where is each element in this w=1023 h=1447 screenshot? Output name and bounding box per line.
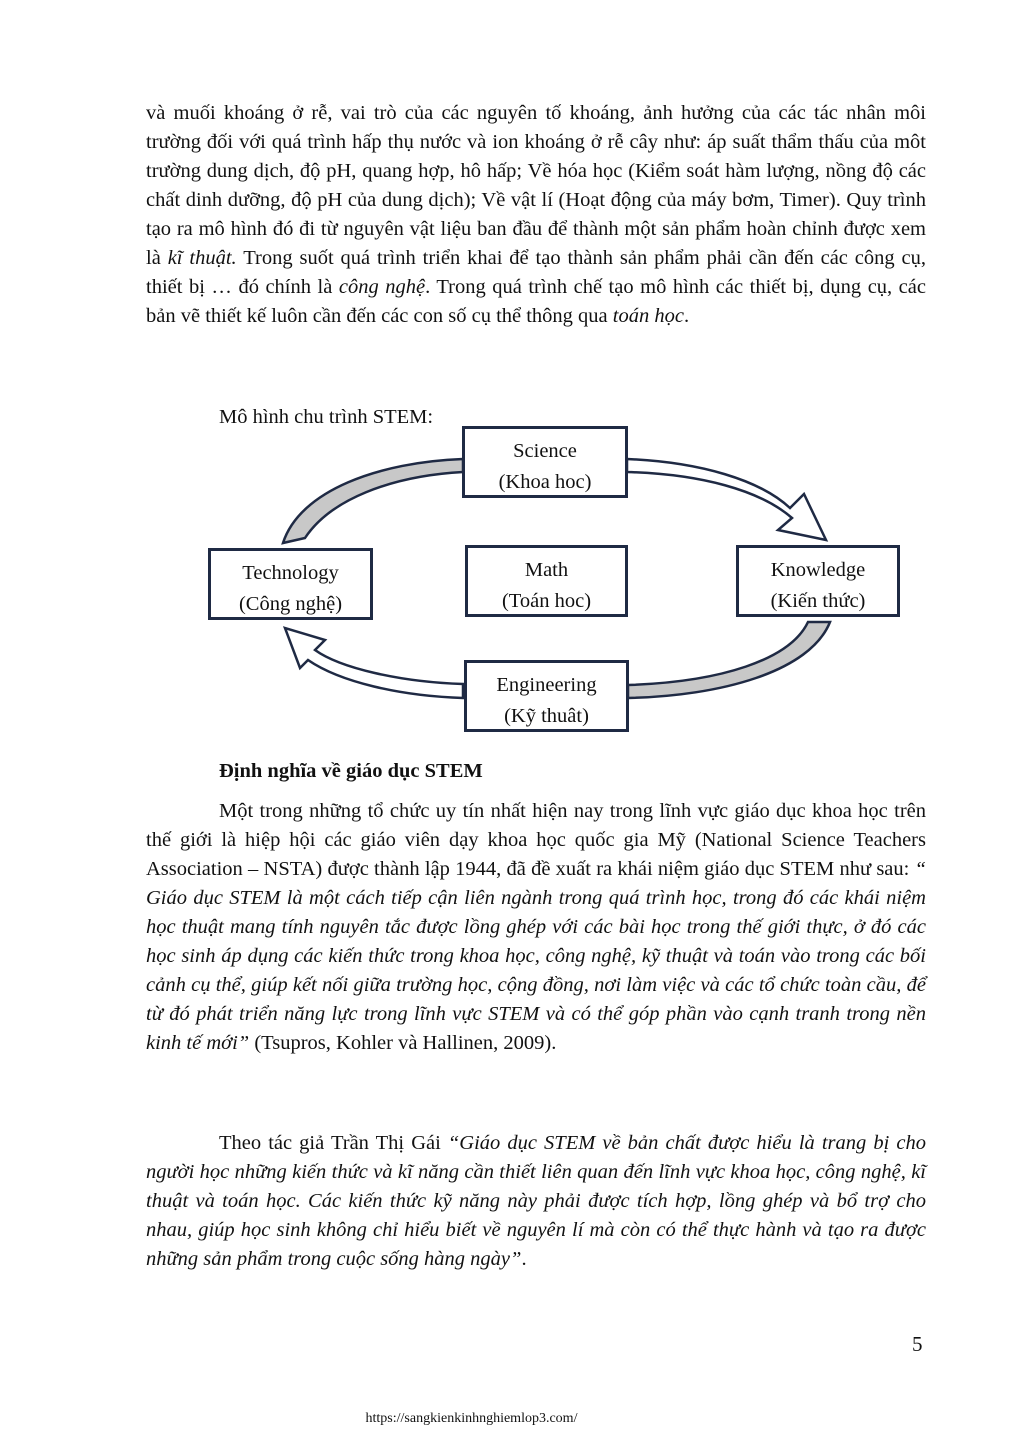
- paragraph-intro-text-2: Trong suốt quá trình triển khai để tạo thành sản phẩm phải cần đến các công cụ, thiết bị … đó chính là: [146, 247, 927, 298]
- paragraph-intro-text-4: .: [683, 305, 690, 327]
- paragraph-intro-text-3: . Trong quá trình chế tạo mô hình các thiết bị, dụng cụ, các bản vẽ thiết kế luôn cần đến các con số cụ thể thông qua: [146, 276, 926, 327]
- science-label: Science: [513, 440, 577, 462]
- knowledge-box: [736, 545, 900, 617]
- technology-box: [208, 548, 373, 620]
- arrow-knowledge-to-engineering: [628, 622, 830, 698]
- nsta-citation: (Tsupros, Kohler và Hallinen, 2009).: [249, 1032, 557, 1054]
- footer-url: https://sangkienkinhnghiemlop3.com/: [365, 1411, 578, 1426]
- paragraph-author-end: .: [521, 1248, 527, 1270]
- author-quote: “Giáo dục STEM về bản chất được hiểu là trang bị cho người học những kiến thức và kĩ năng cần thiết liên quan đến lĩnh vực khoa học, công nghệ, kĩ thuật và toán học. Các kiến thức kỹ năng này phải được tích hợp, lồng ghép và bổ trợ cho nhau, giúp học sinh không chỉ hiểu biết về nguyên lí mà còn có thể thực hành và tạo ra được những sản phẩm trong cuộc sống hàng ngày”: [146, 1132, 926, 1270]
- science-label-vi: (Khoa hoc): [498, 471, 592, 493]
- term-ki-thuat: kĩ thuật.: [167, 247, 237, 269]
- knowledge-label: Knowledge: [770, 559, 866, 581]
- paragraph-intro-text: và muối khoáng ở rễ, vai trò của các nguyên tố khoáng, ảnh hưởng của các tác nhân môi trường đối với quá trình hấp thụ nước và ion khoáng ở rễ cây như: áp suất thẩm thấu của môt trường dung dịch, độ pH, quang hợp, hô hấp; Về hóa học (Kiểm soát hàm lượng, nồng độ các chất dinh dưỡng, độ pH của dung dịch); Về vật lí (Hoạt động của máy bơm, Timer). Quy trình tạo ra mô hình đó đi từ nguyên vật liệu ban đầu để thành một sản phẩm hoàn chỉnh được xem là: [146, 102, 926, 269]
- paragraph-intro: [146, 99, 926, 331]
- technology-label-vi: (Công nghệ): [238, 593, 343, 615]
- paragraph-author: [146, 1129, 926, 1274]
- section-heading: Định nghĩa về giáo dục STEM: [219, 760, 483, 782]
- arrow-engineering-to-technology: [285, 628, 463, 698]
- technology-label: Technology: [242, 562, 339, 584]
- diagram-caption: Mô hình chu trình STEM:: [219, 406, 434, 428]
- arrow-science-to-knowledge: [627, 459, 826, 540]
- knowledge-label-vi: (Kiến thức): [770, 590, 866, 612]
- footer: [0, 1411, 1023, 1427]
- math-label: Math: [524, 559, 569, 581]
- page-number: 5: [912, 1332, 923, 1356]
- nsta-quote: “ Giáo dục STEM là một cách tiếp cận liên ngành trong quá trình học, trong đó các khái niệm học thuật mang tính nguyên tắc được lồng ghép với các bài học trong thế giới thực, ở đó các học sinh áp dụng các kiến thức trong khoa học, công nghệ, kỹ thuật và toán vào trong các bối cảnh cụ thể, giúp kết nối giữa trường học, cộng đồng, nơi làm việc và các tổ chức toàn cầu, để từ đó phát triển năng lực trong lĩnh vực STEM và có thể góp phần vào cạnh tranh trong nền kinh tế mới”: [146, 858, 926, 1054]
- paragraph-nsta-text: Một trong những tổ chức uy tín nhất hiện nay trong lĩnh vực giáo dục khoa học trên thế giới là hiệp hội các giáo viên dạy khoa học quốc gia Mỹ (National Science Teachers Association – NSTA) được thành lập 1944, đã đề xuất ra khái niệm giáo dục STEM như sau:: [146, 800, 926, 880]
- engineering-label-vi: (Kỹ thuât): [504, 705, 589, 727]
- term-toan-hoc: toán học: [612, 305, 684, 327]
- paragraph-author-text: Theo tác giả Trần Thị Gái: [219, 1132, 448, 1154]
- term-cong-nghe: công nghệ: [338, 276, 426, 298]
- science-box: [462, 426, 628, 498]
- arrow-technology-to-science: [283, 459, 463, 543]
- engineering-label: Engineering: [496, 674, 597, 696]
- paragraph-nsta: [146, 797, 926, 1058]
- math-box: [465, 545, 628, 617]
- math-label-vi: (Toán hoc): [501, 590, 592, 612]
- engineering-box: [464, 660, 629, 732]
